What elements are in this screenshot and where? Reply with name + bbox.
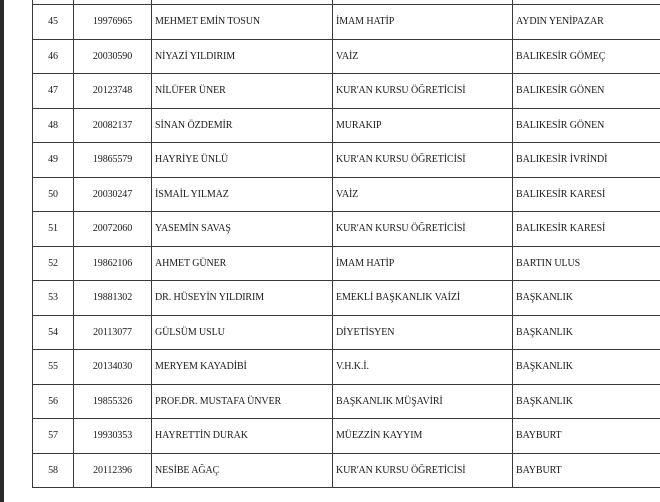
row-number: 47 (33, 74, 74, 109)
registry-id: 20082137 (74, 108, 152, 143)
person-name: NİLÜFER ÜNER (152, 74, 333, 109)
row-number: 58 (33, 453, 74, 488)
registry-id: 20112396 (74, 453, 152, 488)
table-row (33, 177, 660, 212)
registry-id: 19855326 (74, 384, 152, 419)
person-name: İSMAİL YILMAZ (152, 177, 333, 212)
job-title: DİYETİSYEN (333, 315, 513, 350)
job-title: EMEKLİ BAŞKANLIK VAİZİ (333, 281, 513, 316)
duty-location: AYDIN YENİPAZAR (513, 5, 660, 40)
registry-id: 20123748 (74, 74, 152, 109)
registry-id: 19930353 (74, 419, 152, 454)
row-number: 45 (33, 5, 74, 40)
duty-location: BAYBURT (513, 453, 660, 488)
registry-id: 19862106 (74, 246, 152, 281)
person-name: HAYRİYE ÜNLÜ (152, 143, 333, 178)
row-number: 50 (33, 177, 74, 212)
duty-location: BAYBURT (513, 419, 660, 454)
table-row (33, 143, 660, 178)
table-row (33, 350, 660, 385)
job-title: İMAM HATİP (333, 246, 513, 281)
person-name: AHMET GÜNER (152, 246, 333, 281)
job-title: KUR'AN KURSU ÖĞRETİCİSİ (333, 212, 513, 247)
row-number: 56 (33, 384, 74, 419)
row-number: 53 (33, 281, 74, 316)
duty-location: BARTIN ULUS (513, 246, 660, 281)
registry-id: 20030590 (74, 39, 152, 74)
registry-id: 19881302 (74, 281, 152, 316)
person-name: MEHMET EMİN TOSUN (152, 5, 333, 40)
job-title: VAİZ (333, 39, 513, 74)
table-row (33, 315, 660, 350)
duty-location: BAŞKANLIK (513, 281, 660, 316)
duty-location: BALIKESİR GÖNEN (513, 74, 660, 109)
table-row (33, 108, 660, 143)
registry-id: 20113077 (74, 315, 152, 350)
row-number: 57 (33, 419, 74, 454)
registry-id: 19976965 (74, 5, 152, 40)
table-row (33, 212, 660, 247)
duty-location: BAŞKANLIK (513, 315, 660, 350)
duty-location: BAŞKANLIK (513, 384, 660, 419)
table-row (33, 246, 660, 281)
job-title: VAİZ (333, 177, 513, 212)
personnel-table (32, 0, 660, 488)
duty-location: BALIKESİR KARESİ (513, 212, 660, 247)
person-name: NİYAZİ YILDIRIM (152, 39, 333, 74)
person-name: GÜLSÜM USLU (152, 315, 333, 350)
table-row (33, 384, 660, 419)
duty-location: BALIKESİR GÖMEÇ (513, 39, 660, 74)
job-title: V.H.K.İ. (333, 350, 513, 385)
registry-id: 20072060 (74, 212, 152, 247)
table-row (33, 453, 660, 488)
person-name: NESİBE AĞAÇ (152, 453, 333, 488)
person-name: MERYEM KAYADİBİ (152, 350, 333, 385)
table-row (33, 281, 660, 316)
row-number: 52 (33, 246, 74, 281)
registry-id: 19865579 (74, 143, 152, 178)
page-left-edge (0, 0, 4, 502)
job-title: KUR'AN KURSU ÖĞRETİCİSİ (333, 453, 513, 488)
person-name: YASEMİN SAVAŞ (152, 212, 333, 247)
person-name: SİNAN ÖZDEMİR (152, 108, 333, 143)
row-number: 46 (33, 39, 74, 74)
person-name: PROF.DR. MUSTAFA ÜNVER (152, 384, 333, 419)
job-title: MÜEZZİN KAYYIM (333, 419, 513, 454)
duty-location: BALIKESİR GÖNEN (513, 108, 660, 143)
duty-location: BAŞKANLIK (513, 350, 660, 385)
table-row (33, 5, 660, 40)
job-title: KUR'AN KURSU ÖĞRETİCİSİ (333, 143, 513, 178)
job-title: İMAM HATİP (333, 5, 513, 40)
job-title: MURAKIP (333, 108, 513, 143)
registry-id: 20030247 (74, 177, 152, 212)
row-number: 48 (33, 108, 74, 143)
row-number: 49 (33, 143, 74, 178)
row-number: 51 (33, 212, 74, 247)
registry-id: 20134030 (74, 350, 152, 385)
table-row (33, 419, 660, 454)
job-title: KUR'AN KURSU ÖĞRETİCİSİ (333, 74, 513, 109)
duty-location: BALIKESİR KARESİ (513, 177, 660, 212)
person-name: DR. HÜSEYİN YILDIRIM (152, 281, 333, 316)
table-row (33, 39, 660, 74)
person-name: HAYRETTİN DURAK (152, 419, 333, 454)
table-row (33, 74, 660, 109)
job-title: BAŞKANLIK MÜŞAVİRİ (333, 384, 513, 419)
duty-location: BALIKESİR İVRİNDİ (513, 143, 660, 178)
row-number: 54 (33, 315, 74, 350)
row-number: 55 (33, 350, 74, 385)
